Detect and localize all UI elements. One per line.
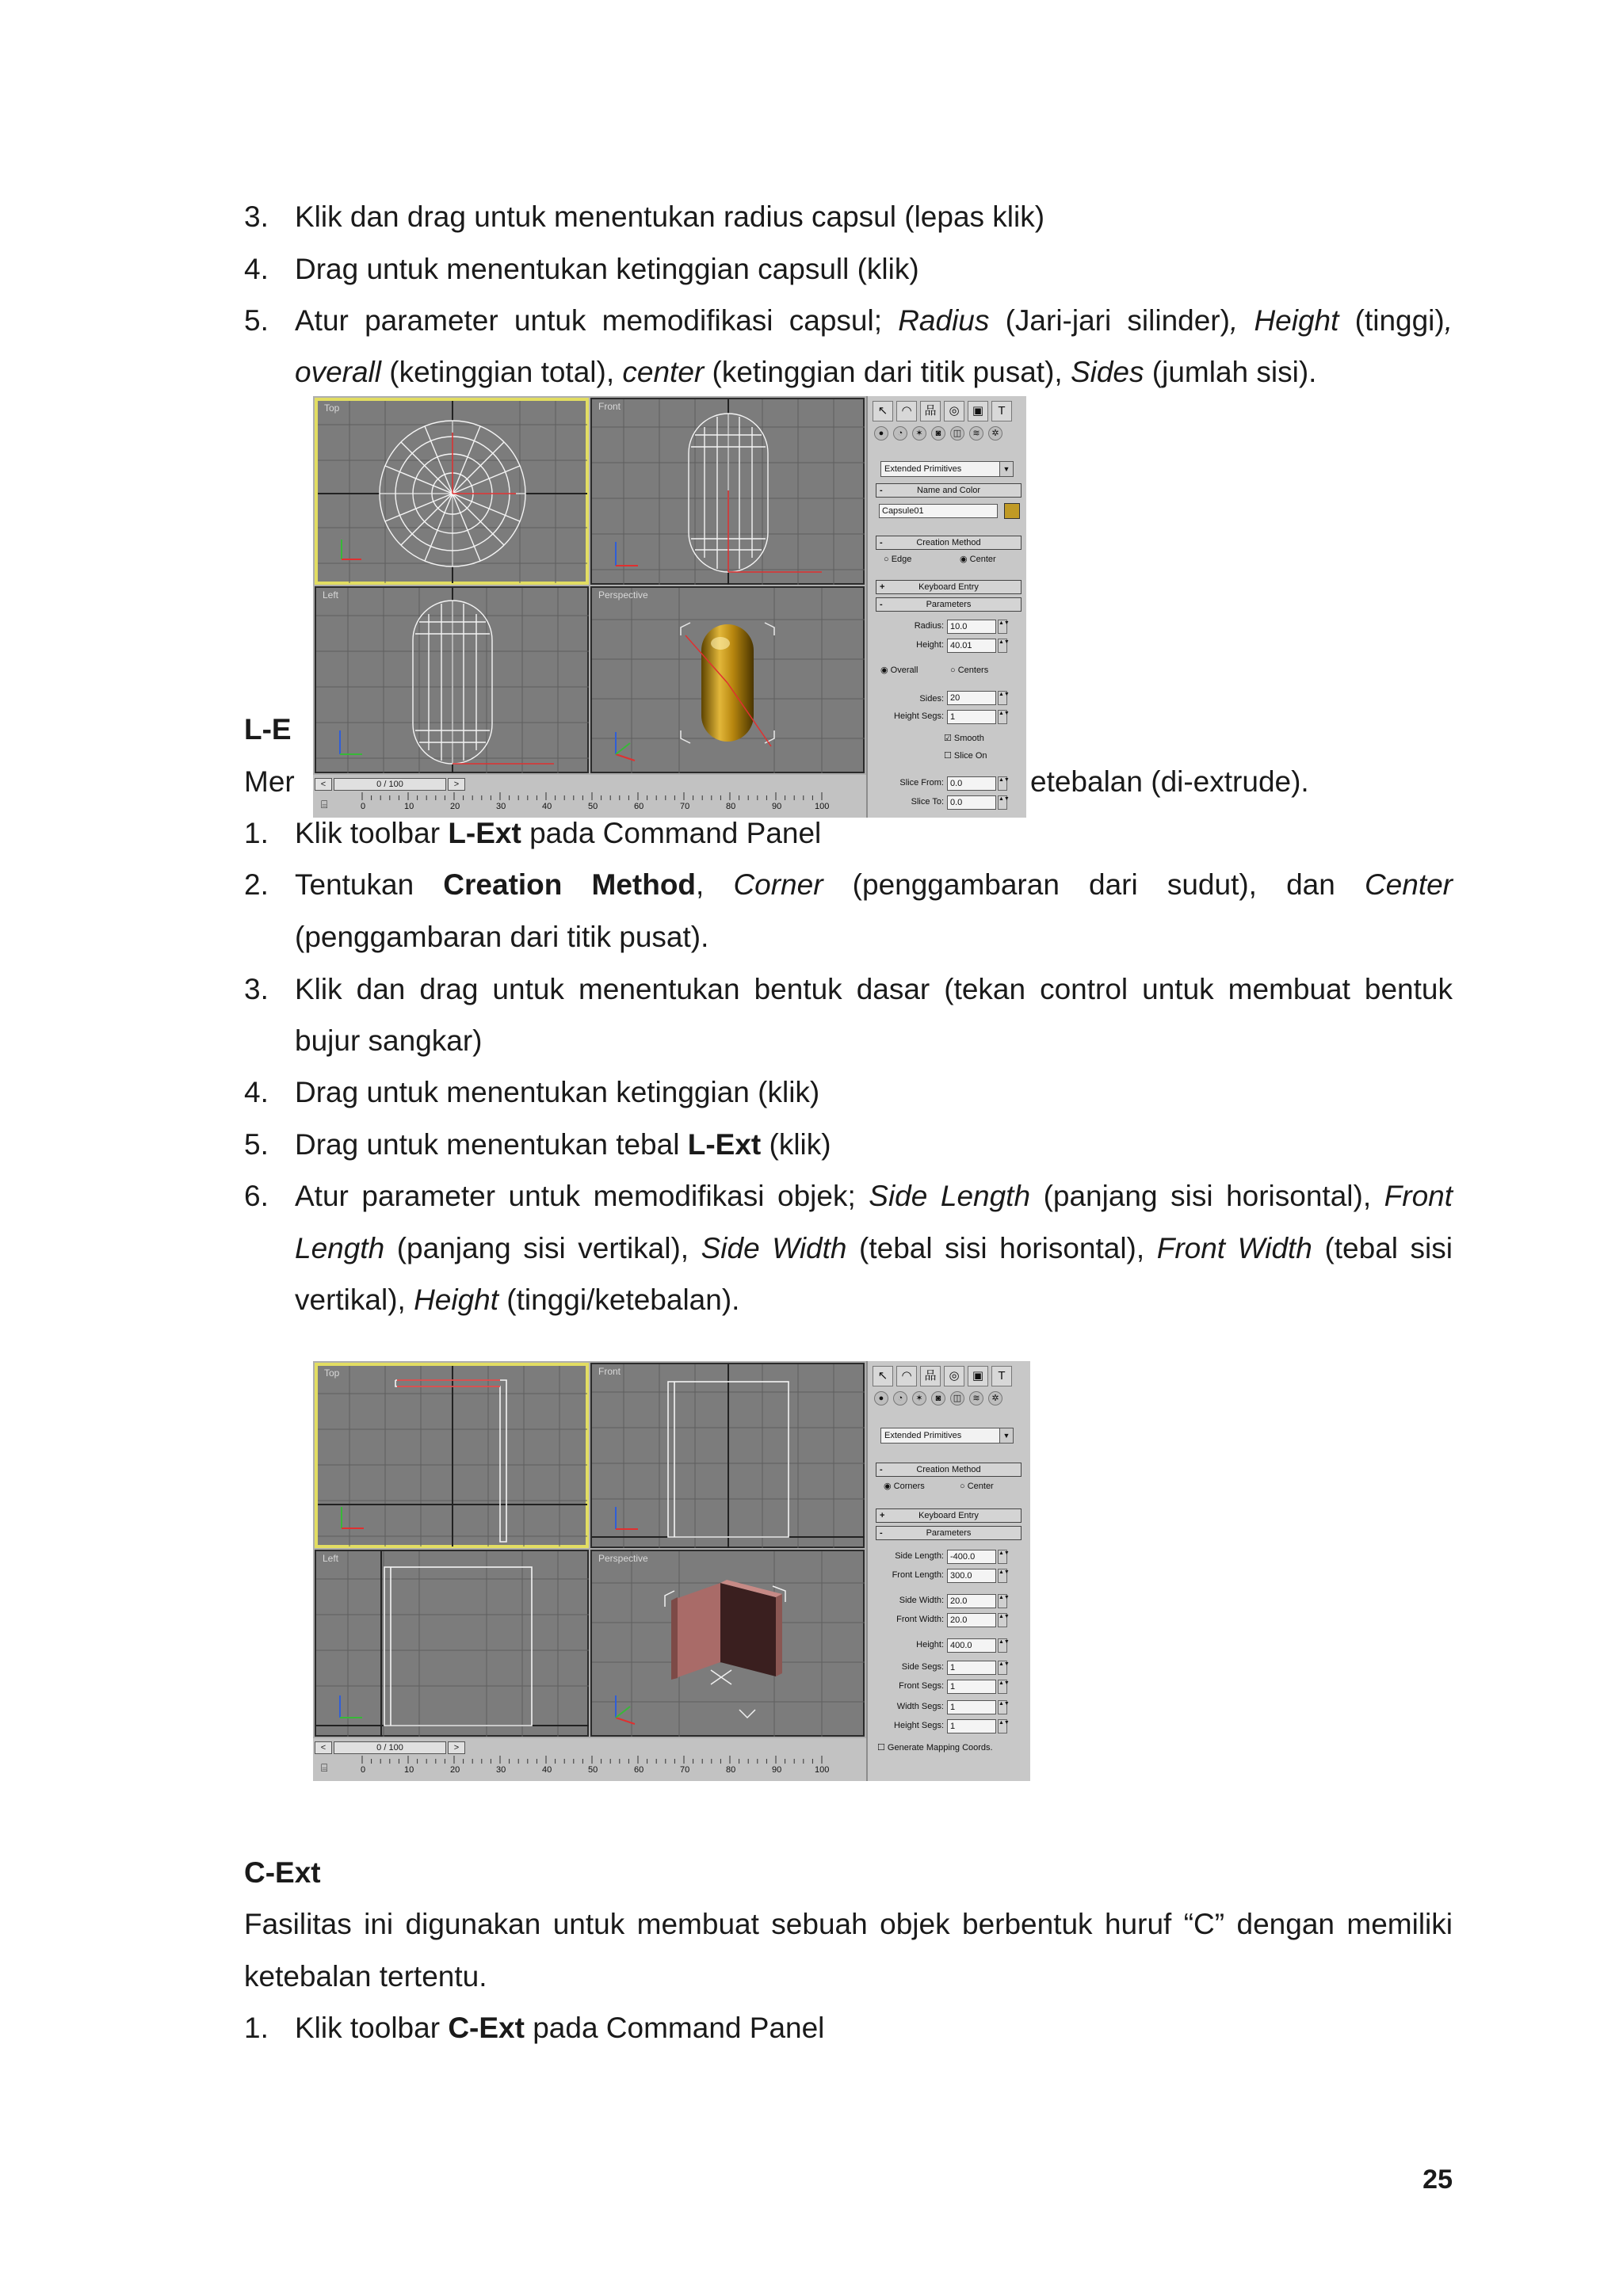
front-length-spinner[interactable]: ▲▼ <box>998 1569 1007 1583</box>
lext-left-wire <box>384 1567 532 1726</box>
viewport-grid <box>316 588 589 773</box>
section-heading-lext: L-E <box>244 713 292 746</box>
viewport-top[interactable]: Top <box>315 398 589 585</box>
tick-label: 20 <box>450 1765 460 1775</box>
tick-label: 90 <box>772 1765 782 1775</box>
next-frame-button[interactable]: > <box>448 778 465 791</box>
slice-from-input[interactable]: 0.0 <box>947 776 996 791</box>
category-buttons <box>874 1391 1002 1405</box>
shapes-icon[interactable]: ◔ <box>893 426 907 441</box>
tick-label: 80 <box>726 1765 736 1775</box>
tick-label: 0 <box>361 802 366 811</box>
list-item-text: Atur parameter untuk memodifikasi capsul; Radius (Jari-jari silinder), Height (tinggi), <box>295 304 1453 337</box>
lext-top-wire <box>395 1380 506 1542</box>
rollout-parameters[interactable]: - Parameters <box>876 597 1022 612</box>
radius-spinner[interactable]: ▲▼ <box>998 620 1007 634</box>
capsule-screenshot <box>313 396 1026 818</box>
tick-label: 10 <box>404 1765 414 1775</box>
lext-screenshot <box>313 1361 1030 1781</box>
rollout-keyboard-entry[interactable]: + Keyboard Entry <box>876 580 1022 594</box>
sides-label: Sides: <box>919 694 944 704</box>
shapes-icon[interactable]: ◔ <box>893 1391 907 1405</box>
viewport-grid <box>318 401 587 583</box>
tick-label: 80 <box>726 802 736 811</box>
tick-label: 40 <box>542 1765 552 1775</box>
tick-label: 50 <box>588 802 598 811</box>
side-length-spinner[interactable]: ▲▼ <box>998 1550 1007 1564</box>
front-segs-input[interactable]: 1 <box>947 1680 996 1694</box>
tick-label: 20 <box>450 802 460 811</box>
viewport-left[interactable]: Left <box>315 586 589 773</box>
list-item-text: Atur parameter untuk memodifikasi objek; Side Length (panjang sisi horisontal), Front <box>295 1180 1453 1212</box>
utilities-tab-icon[interactable]: T <box>991 1366 1012 1386</box>
list-item-text: Klik dan drag untuk menentukan bentuk dasar (tekan control untuk membuat bentuk <box>295 973 1453 1005</box>
side-length-input[interactable]: -400.0 <box>947 1550 996 1564</box>
tick-label: 60 <box>634 802 644 811</box>
timeline-ticks <box>361 1756 860 1764</box>
paragraph-line: Fasilitas ini digunakan untuk membuat sebuah objek berbentuk huruf “C” dengan memiliki <box>244 1908 1453 1940</box>
front-length-label: Front Length: <box>892 1570 944 1580</box>
command-panel <box>866 396 1026 818</box>
height-label: Height: <box>916 640 944 650</box>
lext-intro-start: Mer <box>244 765 295 798</box>
height-segs-spinner[interactable]: ▲▼ <box>998 710 1007 724</box>
height-segs-label: Height Segs: <box>894 711 944 721</box>
next-frame-button[interactable]: > <box>448 1741 465 1754</box>
radius-input[interactable]: 10.0 <box>947 620 996 634</box>
lights-icon[interactable]: ✶ <box>912 1391 926 1405</box>
object-name-input[interactable]: Capsule01 <box>879 504 998 518</box>
panel-tabs <box>873 401 1012 421</box>
motion-tab-icon[interactable]: ◎ <box>944 1366 964 1386</box>
tick-label: 30 <box>496 1765 506 1775</box>
list-item-continuation: vertikal), Height (tinggi/ketebalan). <box>295 1283 740 1316</box>
hierarchy-tab-icon[interactable]: 品 <box>920 1366 941 1386</box>
modify-tab-icon[interactable]: ◠ <box>896 1366 917 1386</box>
height-input[interactable]: 400.0 <box>947 1638 996 1653</box>
viewport-grid <box>592 1551 865 1737</box>
side-width-spinner[interactable]: ▲▼ <box>998 1594 1007 1608</box>
list-item-continuation: overall (ketinggian total), center (ketinggian dari titik pusat), Sides (jumlah sisi). <box>295 356 1317 388</box>
list-item: 5. Drag untuk menentukan tebal L-Ext (klik) <box>244 1128 831 1161</box>
category-dropdown[interactable]: Extended Primitives ▼ <box>880 461 1014 477</box>
tick-label: 60 <box>634 1765 644 1775</box>
geometry-icon[interactable]: ● <box>874 426 888 441</box>
radio-corners[interactable]: ◉ Corners <box>884 1482 925 1491</box>
slice-to-input[interactable]: 0.0 <box>947 795 996 810</box>
rollout-name-color[interactable]: - Name and Color <box>876 483 1022 498</box>
lights-icon[interactable]: ✶ <box>912 426 926 441</box>
front-width-label: Front Width: <box>896 1615 944 1624</box>
smooth-checkbox[interactable]: ☑ Smooth <box>944 734 984 743</box>
chevron-down-icon: ▼ <box>999 462 1013 476</box>
hierarchy-tab-icon[interactable]: 品 <box>920 401 941 421</box>
sides-input[interactable]: 20 <box>947 691 996 705</box>
list-item: 3. Klik dan drag untuk menentukan bentuk dasar (tekan control untuk membuat bentuk <box>244 963 1453 1016</box>
tick-label: 40 <box>542 802 552 811</box>
radio-overall[interactable]: ◉ Overall <box>880 666 918 675</box>
viewport-perspective[interactable]: Perspective <box>590 1550 865 1737</box>
slice-to-spinner[interactable]: ▲▼ <box>998 795 1007 810</box>
list-item-text: Tentukan Creation Method, Corner (penggambaran dari sudut), dan Center <box>295 868 1453 901</box>
side-length-label: Side Length: <box>895 1551 944 1561</box>
viewport-left[interactable]: Left <box>315 1550 589 1737</box>
lext-shaded <box>671 1580 782 1680</box>
tick-label: 30 <box>496 802 506 811</box>
viewport-grid <box>592 588 865 773</box>
radio-center[interactable]: ◉ Center <box>960 555 996 564</box>
utilities-tab-icon[interactable]: T <box>991 401 1012 421</box>
viewport-grid <box>316 1551 589 1737</box>
list-item: 6. Atur parameter untuk memodifikasi objek; Side Length (panjang sisi horisontal), Front <box>244 1170 1453 1222</box>
display-tab-icon[interactable]: ▣ <box>968 401 988 421</box>
viewport-front[interactable]: Front <box>590 1363 865 1548</box>
tick-label: 10 <box>404 802 414 811</box>
viewport-top[interactable]: Top <box>315 1363 589 1548</box>
modify-tab-icon[interactable]: ◠ <box>896 401 917 421</box>
list-item: 2. Tentukan Creation Method, Corner (penggambaran dari sudut), dan Center <box>244 859 1453 911</box>
side-segs-spinner[interactable]: ▲▼ <box>998 1661 1007 1675</box>
panel-tabs <box>873 1366 1012 1386</box>
list-item-continuation: bujur sangkar) <box>295 1024 483 1057</box>
spacewarps-icon[interactable]: ≋ <box>969 1391 983 1405</box>
list-item: 3. Klik dan drag untuk menentukan radius capsul (lepas klik) <box>244 200 1045 233</box>
side-segs-label: Side Segs: <box>901 1662 944 1672</box>
height-spinner[interactable]: ▲▼ <box>998 1638 1007 1653</box>
front-segs-spinner[interactable]: ▲▼ <box>998 1680 1007 1694</box>
rollout-parameters[interactable]: - Parameters <box>876 1526 1022 1540</box>
tick-label: 100 <box>815 802 830 811</box>
tick-label: 0 <box>361 1765 366 1775</box>
cameras-icon[interactable]: ◙ <box>931 1391 945 1405</box>
radio-centers[interactable]: ○ Centers <box>950 666 989 675</box>
viewport-grid <box>318 1366 587 1547</box>
list-item: 4. Drag untuk menentukan ketinggian (klik) <box>244 1076 820 1108</box>
viewport-grid <box>592 1364 865 1548</box>
object-color-swatch[interactable] <box>1004 503 1020 519</box>
rollout-creation-method[interactable]: - Creation Method <box>876 1463 1022 1477</box>
create-tab-icon[interactable]: ↖ <box>873 1366 893 1386</box>
radio-edge[interactable]: ○ Edge <box>884 555 912 564</box>
list-item: 1. Klik toolbar L-Ext pada Command Panel <box>244 817 822 849</box>
helpers-icon[interactable]: ◫ <box>950 1391 964 1405</box>
time-slider[interactable]: 0 / 100 <box>334 1741 446 1754</box>
side-segs-input[interactable]: 1 <box>947 1661 996 1675</box>
spacewarps-icon[interactable]: ≋ <box>969 426 983 441</box>
height-spinner[interactable]: ▲▼ <box>998 639 1007 653</box>
list-item: 1. Klik toolbar C-Ext pada Command Panel <box>244 2012 825 2044</box>
mapping-coords-checkbox[interactable]: ☐ Generate Mapping Coords. <box>877 1743 993 1753</box>
helpers-icon[interactable]: ◫ <box>950 426 964 441</box>
cameras-icon[interactable]: ◙ <box>931 426 945 441</box>
display-tab-icon[interactable]: ▣ <box>968 1366 988 1386</box>
height-segs-spinner[interactable]: ▲▼ <box>998 1719 1007 1733</box>
front-width-input[interactable]: 20.0 <box>947 1613 996 1627</box>
height-segs-input[interactable]: 1 <box>947 1719 996 1733</box>
height-label: Height: <box>916 1640 944 1650</box>
chevron-down-icon: ▼ <box>999 1428 1013 1443</box>
create-tab-icon[interactable]: ↖ <box>873 401 893 421</box>
tick-label: 90 <box>772 802 782 811</box>
prev-frame-button[interactable]: < <box>315 778 332 791</box>
page-number: 25 <box>1423 2164 1453 2195</box>
track-bar-icon[interactable]: ⌸ <box>321 798 328 810</box>
motion-tab-icon[interactable]: ◎ <box>944 401 964 421</box>
list-item-continuation: (penggambaran dari titik pusat). <box>295 921 709 953</box>
capsule-left-wire <box>413 601 492 764</box>
side-width-input[interactable]: 20.0 <box>947 1594 996 1608</box>
rollout-keyboard-entry[interactable]: + Keyboard Entry <box>876 1508 1022 1523</box>
tick-label: 100 <box>815 1765 830 1775</box>
paragraph-line: ketebalan tertentu. <box>244 1960 487 1993</box>
command-panel <box>866 1361 1030 1781</box>
height-segs-label: Height Segs: <box>894 1721 944 1730</box>
height-input[interactable]: 40.01 <box>947 639 996 653</box>
tick-label: 70 <box>680 802 690 811</box>
radius-label: Radius: <box>914 621 944 631</box>
time-slider[interactable]: 0 / 100 <box>334 778 446 791</box>
list-item: 4. Drag untuk menentukan ketinggian capsull (klik) <box>244 253 919 285</box>
side-width-label: Side Width: <box>899 1596 944 1605</box>
lext-intro-end: etebalan (di-extrude). <box>1030 765 1309 798</box>
slice-on-checkbox[interactable]: ☐ Slice On <box>944 751 987 761</box>
category-dropdown[interactable]: Extended Primitives ▼ <box>880 1428 1014 1444</box>
tick-label: 70 <box>680 1765 690 1775</box>
slice-from-spinner[interactable]: ▲▼ <box>998 776 1007 791</box>
width-segs-input[interactable]: 1 <box>947 1700 996 1714</box>
track-bar-icon[interactable]: ⌸ <box>321 1761 328 1774</box>
list-item: 5. Atur parameter untuk memodifikasi capsul; Radius (Jari-jari silinder), Height (tinggi), <box>244 295 1453 347</box>
systems-icon[interactable]: ✲ <box>988 1391 1002 1405</box>
prev-frame-button[interactable]: < <box>315 1741 332 1754</box>
sides-spinner[interactable]: ▲▼ <box>998 691 1007 705</box>
width-segs-label: Width Segs: <box>896 1702 944 1711</box>
timeline <box>313 1738 866 1781</box>
front-segs-label: Front Segs: <box>899 1681 944 1691</box>
systems-icon[interactable]: ✲ <box>988 426 1002 441</box>
radio-center[interactable]: ○ Center <box>960 1482 994 1491</box>
width-segs-spinner[interactable]: ▲▼ <box>998 1700 1007 1714</box>
category-buttons <box>874 426 1002 441</box>
viewport-grid <box>592 399 865 585</box>
height-segs-input[interactable]: 1 <box>947 710 996 724</box>
front-length-input[interactable]: 300.0 <box>947 1569 996 1583</box>
viewport-perspective[interactable]: Perspective <box>590 586 865 773</box>
front-width-spinner[interactable]: ▲▼ <box>998 1613 1007 1627</box>
geometry-icon[interactable]: ● <box>874 1391 888 1405</box>
timeline-ticks <box>361 792 860 800</box>
section-heading-cext: C-Ext <box>244 1856 321 1889</box>
rollout-creation-method[interactable]: - Creation Method <box>876 536 1022 550</box>
slice-to-label: Slice To: <box>911 797 944 807</box>
slice-from-label: Slice From: <box>899 778 944 788</box>
tick-label: 50 <box>588 1765 598 1775</box>
viewport-front[interactable]: Front <box>590 398 865 585</box>
list-item-continuation: Length (panjang sisi vertikal), Side Width (tebal sisi horisontal), Front Width (tebal sisi <box>295 1232 1453 1264</box>
